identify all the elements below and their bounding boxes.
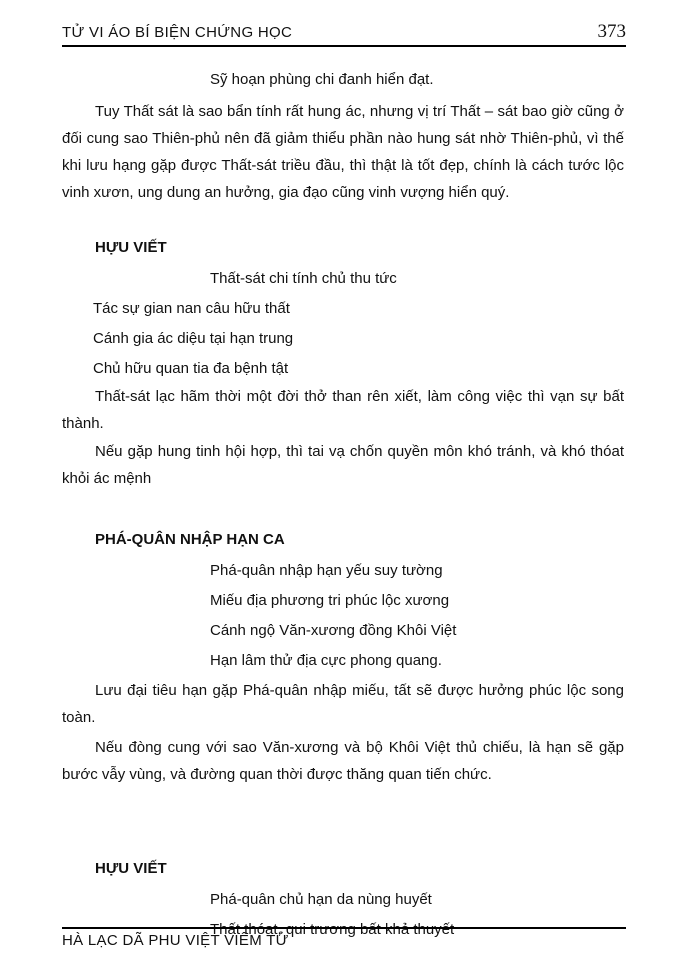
verse-line: Cánh gia ác diệu tại hạn trung [93, 330, 294, 347]
verse-line: Sỹ hoạn phùng chi đanh hiển đạt. [210, 71, 434, 88]
verse-line: Miếu địa phương tri phúc lộc xương [210, 592, 450, 609]
verse-line: Tác sự gian nan câu hữu thất [93, 300, 290, 317]
verse-line: Thất thóat, qui trương bất khả thuyết [210, 921, 455, 938]
page-body [62, 52, 624, 943]
verse-line: Thất-sát chi tính chủ thu tức [210, 270, 397, 287]
section-heading: HỰU VIẾT [95, 239, 167, 256]
paragraph: Thất-sát lạc hãm thời một đời thở than rên xiết, làm công việc thì vạn sự bất thành. [62, 388, 624, 432]
paragraph: Tuy Thất sát là sao bẩn tính rất hung ác, nhưng vị trí Thất – sát bao giờ cũng ở đối cung sao Thiên-phủ nên đã giảm thiểu phần nào hung sát nhờ Thiên-phủ, vì thế khi lưu hạng gặp được Thất-sát triều đầu, thì thật là tốt đẹp, chính là cách tước lộc vinh xươn, ung dung an hưởng, gia đạo cũng vinh vượng hiển quý. [62, 103, 624, 201]
paragraph: Nếu gặp hung tinh hội hợp, thì tai vạ chốn quyền môn khó tránh, và khó thóat khỏi ác mệnh [62, 443, 624, 487]
paragraph: Nếu đòng cung với sao Văn-xương và bộ Khôi Việt thủ chiếu, là hạn sẽ gặp bước vẫy vùng, và đường quan thời được thăng quan tiến chức. [62, 739, 624, 783]
page-number: 373 [597, 21, 626, 42]
footer-text: HÀ LẠC DÃ PHU VIỆT VIÊM TỬ [62, 932, 289, 949]
verse-line: Hạn lâm thử địa cực phong quang. [210, 652, 442, 669]
book-title: TỬ VI ÁO BÍ BIỆN CHỨNG HỌC [62, 24, 293, 41]
verse-line: Phá-quân nhập hạn yếu suy tường [210, 562, 443, 579]
verse-line: Cánh ngộ Văn-xương đồng Khôi Việt [210, 622, 457, 639]
page-footer [62, 927, 626, 949]
page-header [62, 22, 626, 47]
paragraph: Lưu đại tiêu hạn gặp Phá-quân nhập miếu, tất sẽ được hưởng phúc lộc song toàn. [62, 682, 624, 726]
verse-line: Chủ hữu quan tia đa bệnh tật [93, 360, 289, 377]
verse-line: Phá-quân chủ hạn da nùng huyết [210, 891, 432, 908]
section-heading: PHÁ-QUÂN NHẬP HẠN CA [95, 531, 285, 548]
section-heading: HỰU VIẾT [95, 860, 167, 877]
